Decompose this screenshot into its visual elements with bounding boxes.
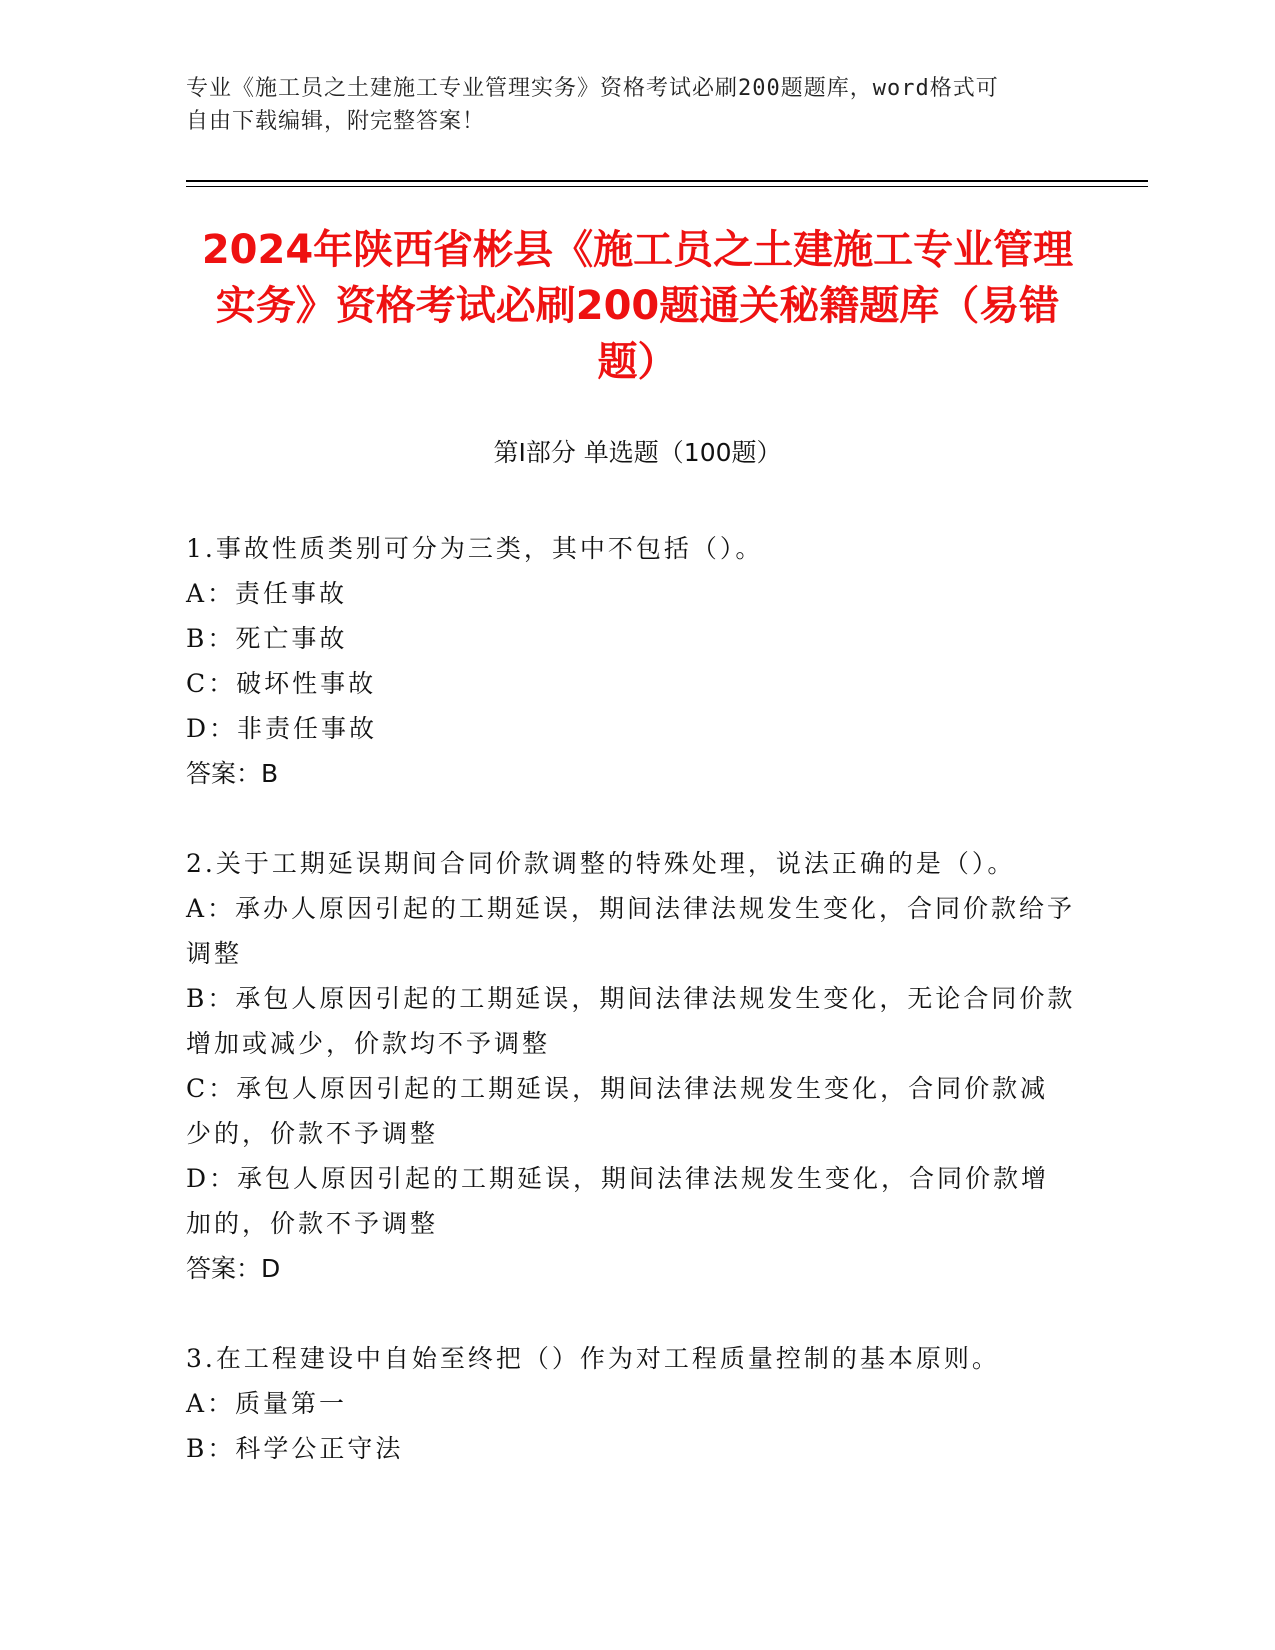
question-2 — [186, 841, 1076, 1291]
question-stem: 3.在工程建设中自始至终把（）作为对工程质量控制的基本原则。 — [186, 1344, 1000, 1373]
option-d: D：承包人原因引起的工期延误，期间法律法规发生变化，合同价款增加的，价款不予调整 — [186, 1164, 1050, 1238]
document-title: 2024年陕西省彬县《施工员之土建施工专业管理实务》资格考试必刷200题通关秘籍题库（易错题） — [201, 227, 1074, 385]
option-a: A：质量第一 — [186, 1389, 348, 1418]
option-a: A：责任事故 — [186, 579, 348, 608]
answer-line: 答案：B — [186, 759, 279, 788]
question-1 — [186, 526, 1076, 796]
header-divider-thin — [186, 186, 1148, 187]
option-c: C：承包人原因引起的工期延误，期间法律法规发生变化，合同价款减少的，价款不予调整 — [186, 1074, 1049, 1148]
option-d: D：非责任事故 — [186, 714, 378, 743]
header-divider-thick — [186, 180, 1148, 182]
header-note-line-1: 专业《施工员之土建施工专业管理实务》资格考试必刷200题题库，word格式可 — [186, 76, 999, 101]
option-b: B：承包人原因引起的工期延误，期间法律法规发生变化，无论合同价款增加或减少，价款均不予调整 — [186, 984, 1076, 1058]
answer-line: 答案：D — [186, 1254, 281, 1283]
option-c: C：破坏性事故 — [186, 669, 377, 698]
option-b: B：科学公正守法 — [186, 1434, 404, 1463]
option-b: B：死亡事故 — [186, 624, 348, 653]
question-list — [186, 526, 1076, 1516]
header-note — [186, 72, 1086, 138]
header-note-line-2: 自由下载编辑，附完整答案！ — [186, 109, 486, 134]
option-a: A：承办人原因引起的工期延误，期间法律法规发生变化，合同价款给予调整 — [186, 894, 1076, 968]
question-stem: 2.关于工期延误期间合同价款调整的特殊处理，说法正确的是（）。 — [186, 849, 1016, 878]
question-stem: 1.事故性质类别可分为三类，其中不包括（）。 — [186, 534, 764, 563]
section-heading: 第I部分 单选题（100题） — [493, 438, 782, 467]
question-3 — [186, 1336, 1076, 1471]
